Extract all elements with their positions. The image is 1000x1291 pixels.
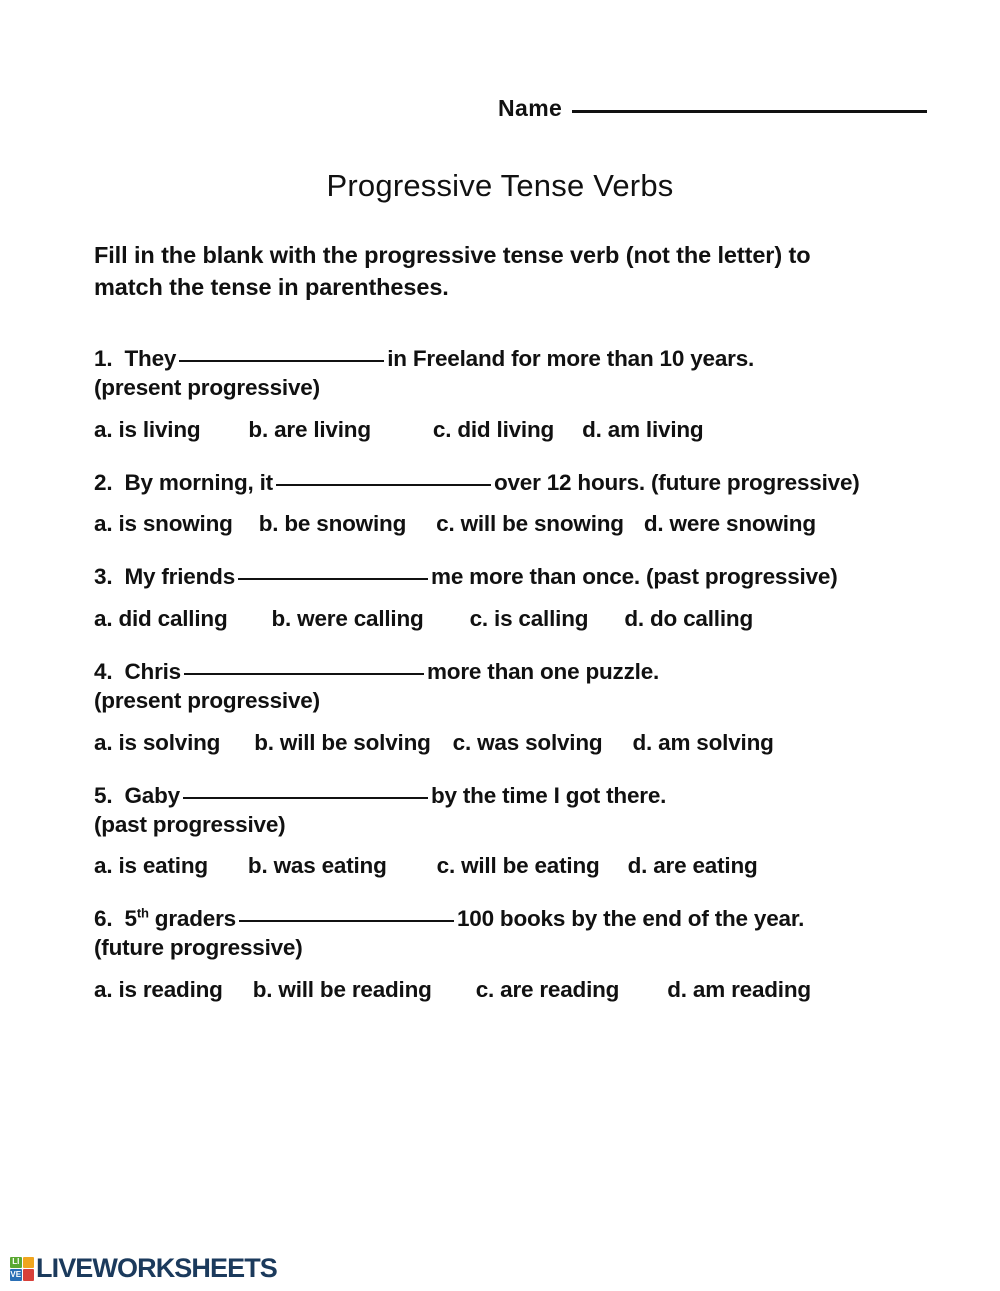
- question-block: [94, 563, 924, 632]
- answer-option-text: was solving: [477, 729, 603, 755]
- answer-option[interactable]: [253, 977, 432, 1003]
- logo-tile: [23, 1269, 35, 1281]
- answer-option[interactable]: [94, 853, 208, 879]
- answer-option-text: will be reading: [278, 976, 432, 1002]
- liveworksheets-logo[interactable]: [10, 1253, 277, 1284]
- answer-option[interactable]: [248, 417, 370, 443]
- answer-option-letter: d.: [643, 511, 664, 537]
- answer-option-letter: a.: [94, 606, 113, 632]
- answer-option[interactable]: [628, 853, 758, 879]
- answer-option[interactable]: [248, 853, 387, 879]
- answer-option-text: did living: [457, 416, 555, 442]
- answer-option[interactable]: [254, 730, 430, 756]
- answer-blank[interactable]: [239, 919, 454, 922]
- answer-option[interactable]: [94, 730, 220, 756]
- question-tense-hint: (future progressive): [651, 469, 860, 495]
- instructions-text: Fill in the blank with the progressive tense verb (not the letter) to match the tense in parentheses.: [94, 242, 811, 300]
- question-text-after-blank: over 12 hours.: [493, 469, 645, 495]
- question-number: 6.: [94, 906, 113, 932]
- answer-option[interactable]: [453, 730, 603, 756]
- answer-option-text: am living: [607, 416, 704, 442]
- answer-option-letter: d.: [667, 976, 687, 1002]
- answer-option[interactable]: [94, 977, 223, 1003]
- answer-option-letter: a.: [94, 729, 113, 755]
- question-text-after-blank: in Freeland for more than 10 years.: [387, 346, 755, 371]
- answer-option[interactable]: [94, 511, 233, 537]
- answer-option[interactable]: [94, 606, 228, 632]
- answer-option-text: were snowing: [669, 511, 816, 537]
- answer-option-text: is solving: [118, 729, 221, 755]
- answer-option-letter: b.: [248, 416, 269, 442]
- answer-option-letter: c.: [432, 416, 452, 442]
- answer-option-text: am reading: [692, 976, 811, 1002]
- question-grade-number: 5: [124, 906, 137, 932]
- answer-option-letter: c.: [469, 606, 488, 632]
- answer-options: [94, 511, 924, 537]
- answer-option[interactable]: [436, 511, 624, 537]
- answer-option-text: are reading: [500, 976, 620, 1002]
- answer-option-letter: a.: [94, 853, 113, 879]
- page-title: Progressive Tense Verbs: [326, 168, 674, 203]
- answer-option[interactable]: [632, 730, 773, 756]
- answer-blank[interactable]: [179, 359, 384, 362]
- question-number: 4.: [94, 659, 113, 685]
- answer-option-letter: a.: [94, 416, 113, 442]
- answer-option-letter: b.: [254, 729, 274, 755]
- answer-option-letter: d.: [632, 729, 653, 755]
- answer-option-text: are living: [274, 416, 371, 442]
- answer-option-letter: d.: [627, 853, 648, 879]
- question-block: [94, 782, 924, 880]
- answer-option-letter: a.: [94, 976, 113, 1002]
- question-stem: [94, 782, 924, 840]
- question-text-before-blank: Gaby: [124, 782, 180, 808]
- ordinal-suffix: th: [136, 905, 149, 921]
- answer-options: [94, 417, 924, 443]
- answer-option-letter: b.: [252, 976, 273, 1002]
- answer-option-letter: c.: [436, 511, 455, 537]
- question-number: 1.: [94, 346, 113, 371]
- question-text-before-blank: graders: [154, 906, 236, 932]
- question-block: [94, 658, 924, 756]
- question-number: 3.: [94, 564, 113, 590]
- question-block: [94, 469, 924, 538]
- logo-tile: [23, 1257, 35, 1269]
- answer-option-text: do calling: [649, 606, 753, 632]
- question-stem: [94, 905, 924, 963]
- question-text-before-blank: Chris: [124, 659, 181, 685]
- name-input-blank[interactable]: [572, 109, 927, 113]
- question-text-before-blank: By morning, it: [124, 469, 273, 495]
- question-number: 2.: [94, 469, 113, 495]
- answer-option[interactable]: [470, 606, 589, 632]
- question-stem: [94, 658, 924, 716]
- answer-options: [94, 730, 924, 756]
- question-text-before-blank: They: [124, 346, 177, 371]
- answer-option-text: will be eating: [461, 853, 600, 879]
- answer-options: [94, 606, 924, 632]
- answer-option-letter: c.: [475, 976, 495, 1002]
- answer-option[interactable]: [94, 417, 200, 443]
- answer-option[interactable]: [259, 511, 406, 537]
- answer-option-letter: b.: [258, 511, 279, 537]
- answer-option-text: is snowing: [118, 511, 233, 537]
- question-list: [94, 345, 924, 1029]
- answer-option-text: will be solving: [279, 729, 431, 755]
- answer-option[interactable]: [582, 417, 703, 443]
- answer-option[interactable]: [433, 417, 554, 443]
- answer-option-text: are eating: [653, 853, 758, 879]
- question-text-after-blank: 100 books by the end of the year.: [456, 906, 805, 932]
- answer-options: [94, 853, 924, 879]
- answer-option[interactable]: [272, 606, 424, 632]
- answer-option-text: did calling: [118, 606, 228, 632]
- answer-option-text: is living: [118, 416, 201, 442]
- answer-option[interactable]: [476, 977, 620, 1003]
- question-tense-hint: (past progressive): [646, 564, 838, 590]
- answer-blank[interactable]: [183, 796, 428, 799]
- question-number: 5.: [94, 782, 113, 808]
- liveworksheets-logo-icon: [10, 1257, 34, 1281]
- question-block: [94, 345, 924, 443]
- answer-option-letter: a.: [94, 511, 113, 537]
- logo-tile: VE: [10, 1269, 22, 1279]
- answer-option-text: will be snowing: [460, 511, 624, 537]
- logo-tile: LI: [10, 1257, 22, 1269]
- question-tense-hint: (past progressive): [94, 811, 286, 837]
- question-stem: [94, 563, 924, 592]
- answer-option-text: is eating: [118, 853, 208, 879]
- answer-option-text: be snowing: [284, 511, 407, 537]
- answer-option[interactable]: [667, 977, 811, 1003]
- question-tense-hint: (present progressive): [94, 687, 320, 713]
- answer-options: [94, 977, 924, 1003]
- answer-option-text: were calling: [297, 606, 424, 632]
- answer-blank[interactable]: [184, 672, 424, 675]
- liveworksheets-wordmark: LIVEWORKSHEETS: [36, 1253, 277, 1283]
- question-text-after-blank: more than one puzzle.: [427, 659, 660, 685]
- answer-option[interactable]: [624, 606, 753, 632]
- question-stem: [94, 469, 924, 498]
- answer-option-text: am solving: [658, 729, 774, 755]
- question-text-before-blank: My friends: [124, 564, 236, 590]
- question-stem: [94, 345, 924, 403]
- answer-option[interactable]: [644, 511, 816, 537]
- answer-option-letter: d.: [582, 416, 602, 442]
- question-text-after-blank: by the time I got there.: [430, 782, 667, 808]
- question-block: [94, 905, 924, 1003]
- answer-option-text: is calling: [494, 606, 589, 632]
- question-tense-hint: (present progressive): [94, 374, 320, 400]
- name-label: Name: [498, 95, 563, 121]
- question-text-after-blank: me more than once.: [431, 564, 640, 590]
- answer-option-letter: c.: [436, 853, 456, 879]
- answer-option-letter: c.: [452, 729, 472, 755]
- answer-option-letter: b.: [247, 853, 268, 879]
- answer-option-text: was eating: [273, 853, 387, 879]
- answer-option-letter: d.: [624, 606, 644, 632]
- answer-option[interactable]: [437, 853, 600, 879]
- answer-blank[interactable]: [238, 577, 428, 580]
- question-tense-hint: (future progressive): [94, 935, 303, 961]
- answer-option-letter: b.: [271, 606, 292, 632]
- name-field-row: [498, 95, 927, 122]
- answer-option-text: is reading: [118, 976, 223, 1002]
- answer-blank[interactable]: [276, 483, 491, 486]
